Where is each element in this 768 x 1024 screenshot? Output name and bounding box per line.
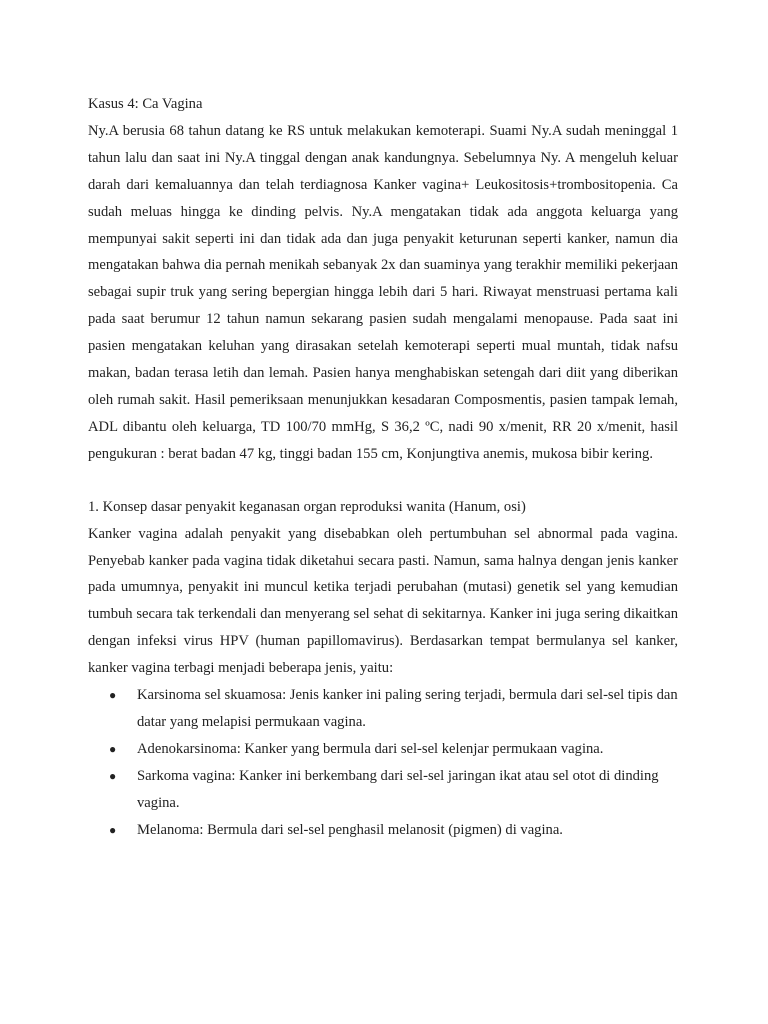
list-item-text: Sarkoma vagina: Kanker ini berkembang dari sel-sel jaringan ikat atau sel otot di dinding vagina.	[137, 767, 659, 811]
paragraph-spacer	[88, 468, 678, 494]
case-title: Kasus 4: Ca Vagina	[88, 96, 203, 112]
list-item	[109, 817, 678, 844]
list-item-text: Adenokarsinoma: Kanker yang bermula dari sel-sel kelenjar permukaan vagina.	[137, 740, 604, 757]
section-heading: 1. Konsep dasar penyakit keganasan organ reproduksi wanita (Hanum, osi)	[88, 498, 526, 515]
bullet-icon: ●	[109, 741, 117, 756]
list-item	[109, 682, 678, 736]
list-item-text: Melanoma: Bermula dari sel-sel penghasil melanosit (pigmen) di vagina.	[137, 821, 563, 838]
case-paragraph: Ny.A berusia 68 tahun datang ke RS untuk melakukan kemoterapi. Suami Ny.A sudah meninggal 1 tahun lalu dan saat ini Ny.A tinggal dengan anak kandungnya. Sebelumnya Ny. A mengeluh keluar darah dari kemaluannya dan telah terdiagnosa Kanker vagina+ Leukositosis+trombositopenia. Ca sudah meluas hingga ke dinding pelvis. Ny.A mengatakan tidak ada anggota keluarga yang mempunyai sakit seperti ini dan tidak ada dan juga penyakit keturunan seperti kanker, namun dia mengatakan bahwa dia pernah menikah sebanyak 2x dan suaminya yang terakhir memiliki pekerjaan sebagai supir truk yang sering bepergian hingga lebih dari 5 hari. Riwayat menstruasi pertama kali pada saat berumur 12 tahun namun sekarang pasien sudah mengalami menopause. Pada saat ini pasien mengatakan keluhan yang dirasakan setelah kemoterapi seperti mual muntah, tidak nafsu makan, badan terasa letih dan lemah. Pasien hanya menghabiskan setengah dari diit yang diberikan oleh rumah sakit. Hasil pemeriksaan menunjukkan kesadaran Composmentis, pasien tampak lemah, ADL dibantu oleh keluarga, TD 100/70 mmHg, S 36,2 ºC, nadi 90 x/menit, RR 20 x/menit, hasil pengukuran : berat badan 47 kg, tinggi badan 155 cm, Konjungtiva anemis, mukosa bibir kering.	[88, 122, 678, 462]
bullet-icon: ●	[109, 822, 117, 837]
list-item	[109, 763, 678, 817]
list-item-text: Karsinoma sel skuamosa: Jenis kanker ini paling sering terjadi, bermula dari sel-sel tipis dan datar yang melapisi permukaan vagina.	[137, 687, 678, 730]
bullet-icon: ●	[109, 688, 117, 703]
cancer-types-list	[88, 682, 678, 843]
bullet-icon: ●	[109, 768, 117, 783]
list-item	[109, 736, 678, 763]
section-paragraph: Kanker vagina adalah penyakit yang disebabkan oleh pertumbuhan sel abnormal pada vagina. Penyebab kanker pada vagina tidak diketahui secara pasti. Namun, sama halnya dengan jenis kanker pada umumnya, penyakit ini muncul ketika terjadi perubahan (mutasi) genetik sel yang kemudian tumbuh secara tak terkendali dan menyerang sel sehat di sekitarnya. Kanker ini juga sering dikaitkan dengan infeksi virus HPV (human papillomavirus). Berdasarkan tempat bermulanya sel kanker, kanker vagina terbagi menjadi beberapa jenis, yaitu:	[88, 525, 678, 677]
document-page	[88, 91, 678, 843]
